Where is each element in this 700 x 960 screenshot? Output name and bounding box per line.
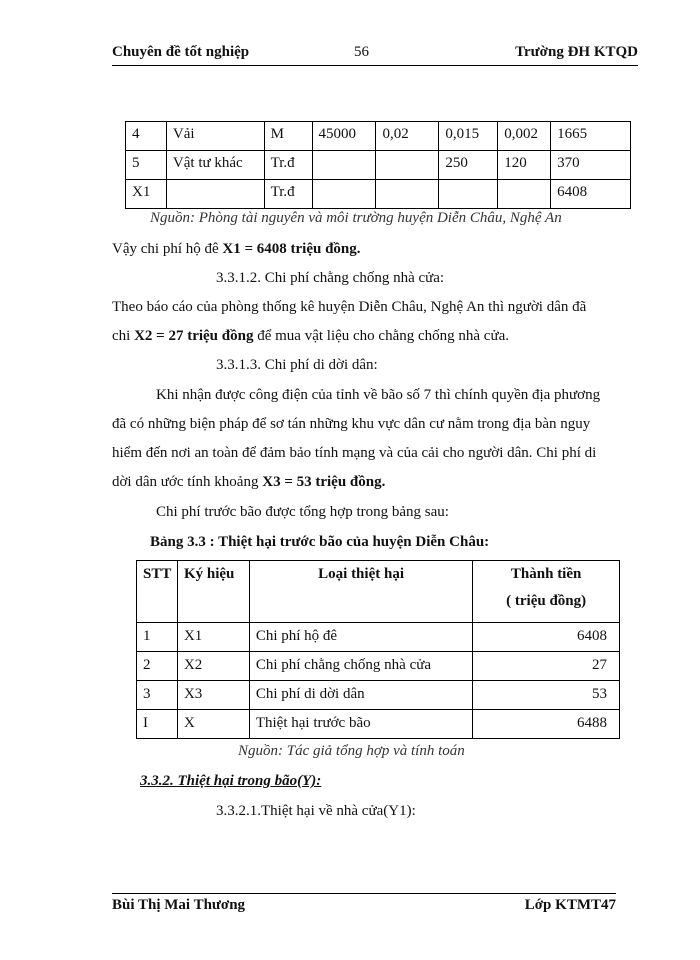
page-number: 56: [354, 44, 369, 60]
table-cell: 53: [473, 681, 620, 710]
heading-3312: 3.3.1.2. Chi phí chằng chống nhà cửa:: [216, 270, 445, 286]
table-cell: 120: [498, 151, 551, 180]
table-cell: X1: [177, 623, 249, 652]
footer-class: Lớp KTMT47: [524, 897, 616, 913]
heading-332: 3.3.2. Thiệt hại trong bão(Y):: [140, 773, 322, 789]
table-cell: 6488: [473, 710, 620, 739]
paragraph-x3-line4: [112, 474, 385, 491]
cost-table-continued: [125, 121, 631, 209]
paragraph-x1: [112, 241, 361, 258]
table-cell: 0,02: [376, 122, 439, 151]
page-footer: [112, 897, 616, 919]
header-cell-stt: STT: [137, 561, 178, 623]
heading-3313: 3.3.1.3. Chi phí di dời dân:: [216, 357, 378, 373]
text-span: dời dân ước tính khoảng: [112, 474, 263, 490]
table-cell: [376, 151, 439, 180]
header-university: Trường ĐH KTQD: [515, 44, 638, 60]
header-amount-label: Thành tiền: [510, 566, 582, 582]
table-cell: 0,015: [439, 122, 498, 151]
bold-value: X1 = 6408 triệu đồng.: [222, 241, 361, 257]
table-cell: 0,002: [498, 122, 551, 151]
table-row: [137, 623, 620, 652]
header-cell-type: Loại thiệt hại: [249, 561, 472, 623]
header-cell-amount: [473, 561, 620, 623]
text-span: để mua vật liệu cho chằng chống nhà cửa.: [253, 328, 510, 344]
text-span: Vậy chi phí hộ đê: [112, 241, 223, 257]
table-cell: Tr.đ: [264, 180, 312, 209]
table-cell: [312, 180, 376, 209]
header-cell-symbol: Ký hiệu: [177, 561, 249, 623]
table-cell: Tr.đ: [264, 151, 312, 180]
table-cell: 1: [137, 623, 178, 652]
table-cell: X1: [126, 180, 167, 209]
text-span: chi: [112, 328, 135, 344]
table-cell: 4: [126, 122, 167, 151]
header-amount-unit: ( triệu đồng): [506, 593, 587, 609]
table-row: [126, 122, 631, 151]
table-cell: X2: [177, 652, 249, 681]
table-cell: 6408: [473, 623, 620, 652]
footer-divider: [112, 893, 616, 894]
paragraph-x3-line1: Khi nhận được công điện của tỉnh về bão số 7 thì chính quyền địa phương: [156, 387, 601, 403]
table-header-row: [137, 561, 620, 623]
table-row: [137, 681, 620, 710]
table-cell: M: [264, 122, 312, 151]
paragraph-summary-intro: Chi phí trước bão được tổng hợp trong bảng sau:: [156, 504, 449, 520]
table-cell: [312, 151, 376, 180]
table-row: [126, 151, 631, 180]
table-row: [137, 652, 620, 681]
table-cell: 27: [473, 652, 620, 681]
table-cell: [439, 180, 498, 209]
table-cell: I: [137, 710, 178, 739]
table-cell: 250: [439, 151, 498, 180]
table-cell: 1665: [551, 122, 631, 151]
page-header: [112, 44, 638, 66]
table-cell: 6408: [551, 180, 631, 209]
table-cell: Chi phí chằng chống nhà cửa: [249, 652, 472, 681]
paragraph-x3-line3: hiểm đến nơi an toàn để đảm bảo tính mạng và của cải cho người dân. Chi phí di: [112, 445, 597, 461]
paragraph-x2-line2: [112, 328, 509, 345]
heading-3321: 3.3.2.1.Thiệt hại về nhà cửa(Y1):: [216, 803, 416, 819]
paragraph-x2-line1: Theo báo cáo của phòng thống kê huyện Diễn Châu, Nghệ An thì người dân đã: [112, 299, 587, 315]
table2-caption: Bảng 3.3 : Thiệt hại trước bão của huyện Diễn Châu:: [150, 534, 490, 550]
table-cell: Chi phí di dời dân: [249, 681, 472, 710]
header-doc-type: Chuyên đề tốt nghiệp: [112, 44, 250, 60]
table-row: [126, 180, 631, 209]
table-cell: 2: [137, 652, 178, 681]
table-cell: [498, 180, 551, 209]
paragraph-x3-line2: đã có những biện pháp để sơ tán những khu vực dân cư nằm trong địa bàn nguy: [112, 416, 591, 432]
table-cell: Vật tư khác: [166, 151, 264, 180]
table2-source: Nguồn: Tác giả tổng hợp và tính toán: [238, 743, 465, 759]
table-row: [137, 710, 620, 739]
table-cell: [166, 180, 264, 209]
bold-value: X3 = 53 triệu đồng.: [262, 474, 386, 490]
table1-source: Nguồn: Phòng tài nguyên và môi trường huyện Diễn Châu, Nghệ An: [150, 210, 562, 226]
table-cell: Chi phí hộ đê: [249, 623, 472, 652]
table-cell: 5: [126, 151, 167, 180]
table-cell: X: [177, 710, 249, 739]
table-cell: Thiệt hại trước bão: [249, 710, 472, 739]
bold-value: X2 = 27 triệu đồng: [134, 328, 254, 344]
table-cell: 370: [551, 151, 631, 180]
table-cell: 45000: [312, 122, 376, 151]
footer-author: Bùi Thị Mai Thương: [112, 897, 246, 913]
pre-storm-damage-table: [136, 560, 620, 739]
table-cell: 3: [137, 681, 178, 710]
table-cell: [376, 180, 439, 209]
header-divider: [112, 65, 638, 66]
table-cell: X3: [177, 681, 249, 710]
table-cell: Vải: [166, 122, 264, 151]
